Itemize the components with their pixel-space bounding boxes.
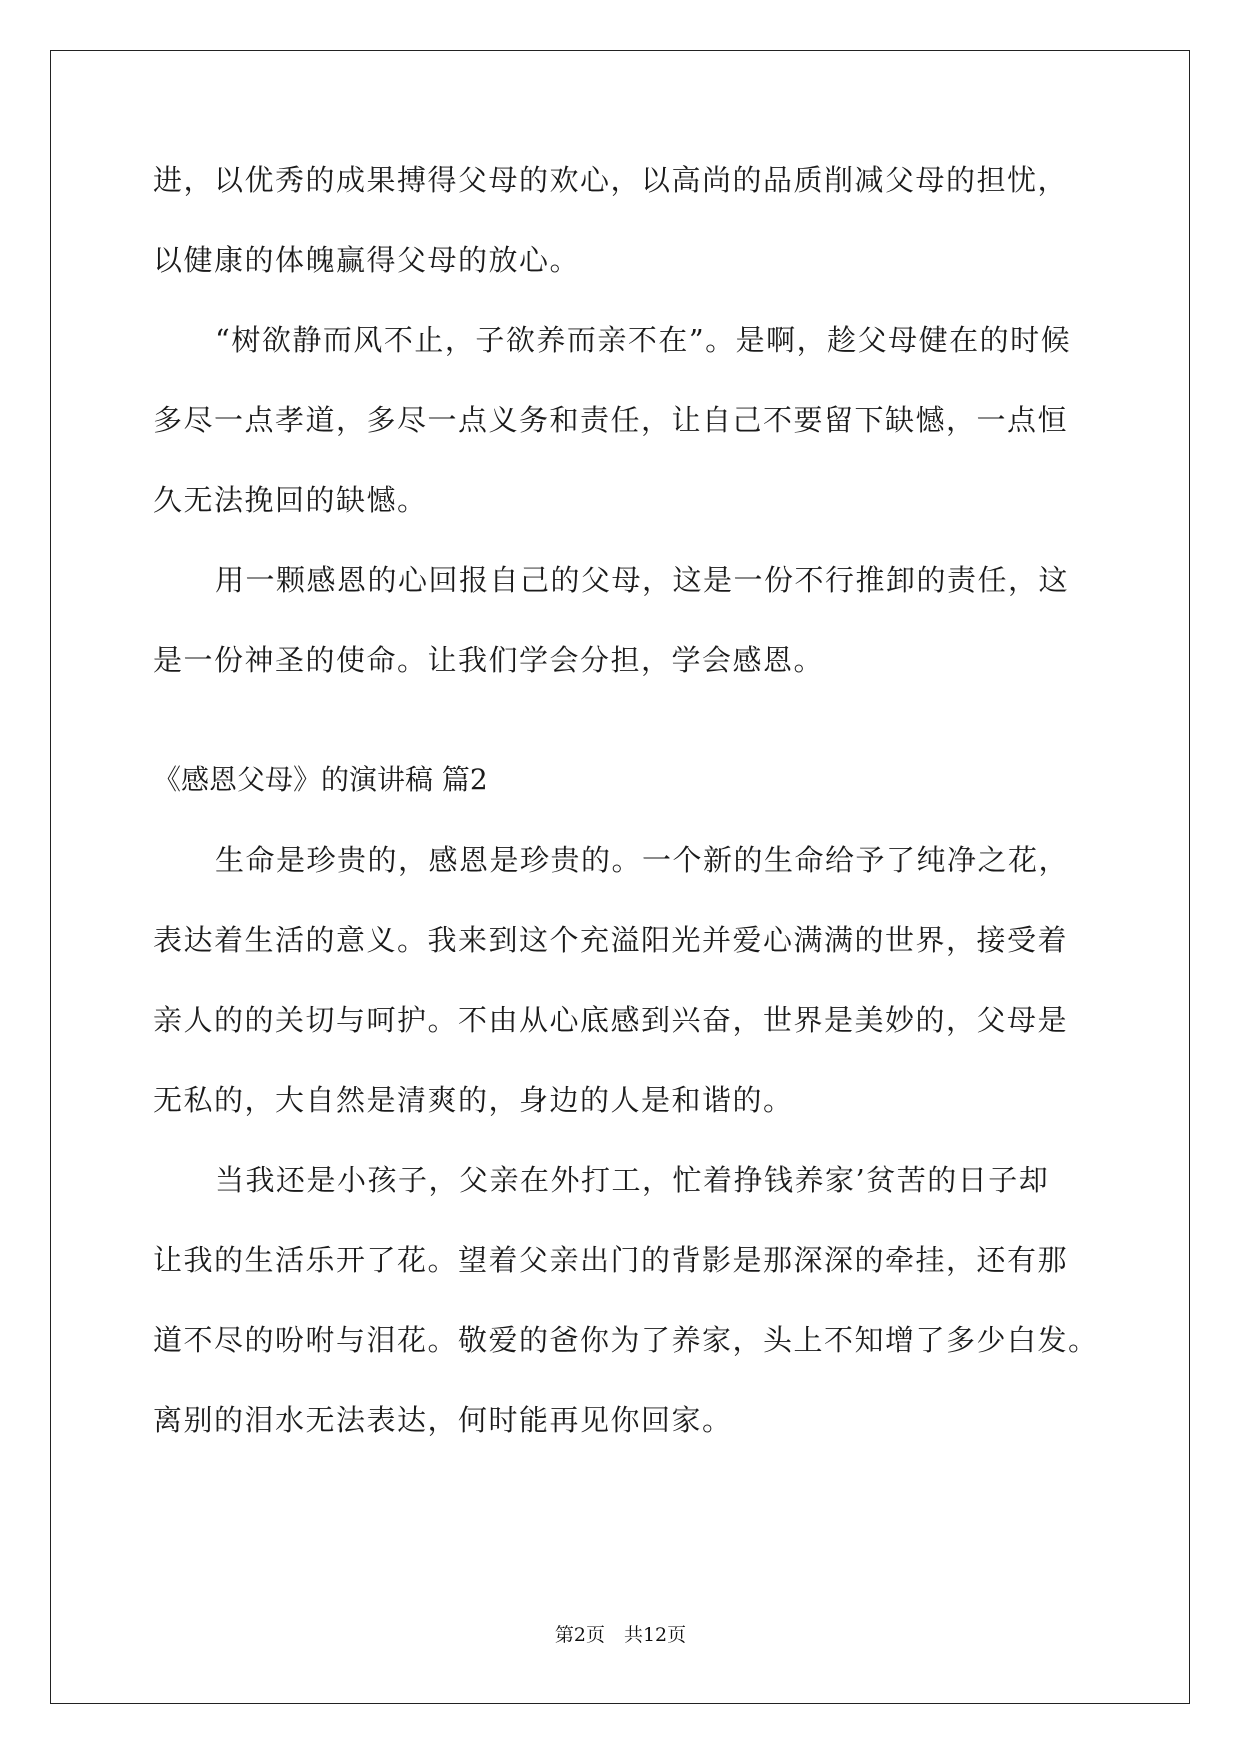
- paragraph-line: 以健康的体魄赢得父母的放心。: [153, 243, 581, 277]
- paragraph-line: 表达着生活的意义。我来到这个充溢阳光并爱心满满的世界，接受着: [153, 923, 1069, 957]
- page-number-footer: 第2页 共12页: [554, 1624, 687, 1646]
- paragraph-line: 是一份神圣的使命。让我们学会分担，学会感恩。: [153, 643, 825, 677]
- paragraph-line: 久无法挽回的缺憾。: [153, 483, 428, 517]
- paragraph-line: 进，以优秀的成果搏得父母的欢心，以高尚的品质削减父母的担忧，: [153, 163, 1069, 197]
- paragraph-line: 多尽一点孝道，多尽一点义务和责任，让自己不要留下缺憾，一点恒: [153, 403, 1069, 437]
- section-heading: 《感恩父母》的演讲稿 篇2: [153, 763, 488, 796]
- paragraph-line: 让我的生活乐开了花。望着父亲出门的背影是那深深的牵挂，还有那: [153, 1243, 1069, 1277]
- paragraph-line: 无私的，大自然是清爽的，身边的人是和谐的。: [153, 1083, 794, 1117]
- paragraph-line: “树欲静而风不止，子欲养而亲不在”。是啊，趁父母健在的时候: [215, 323, 1072, 357]
- paragraph-line: 用一颗感恩的心回报自己的父母，这是一份不行推卸的责任，这: [215, 563, 1070, 597]
- paragraph-line: 生命是珍贵的，感恩是珍贵的。一个新的生命给予了纯净之花，: [215, 843, 1070, 877]
- paragraph-line: 当我还是小孩子，父亲在外打工，忙着挣钱养家’贫苦的日子却: [215, 1163, 1050, 1197]
- section-spacer: [153, 720, 1093, 760]
- paragraph-line: 亲人的的关切与呵护。不由从心底感到兴奋，世界是美妙的，父母是: [153, 1003, 1069, 1037]
- paragraph-line: 道不尽的吩咐与泪花。敬爱的爸你为了养家，头上不知增了多少白发。: [153, 1323, 1099, 1357]
- document-body: [153, 160, 1099, 1480]
- paragraph-line: 离别的泪水无法表达，何时能再见你回家。: [153, 1403, 733, 1437]
